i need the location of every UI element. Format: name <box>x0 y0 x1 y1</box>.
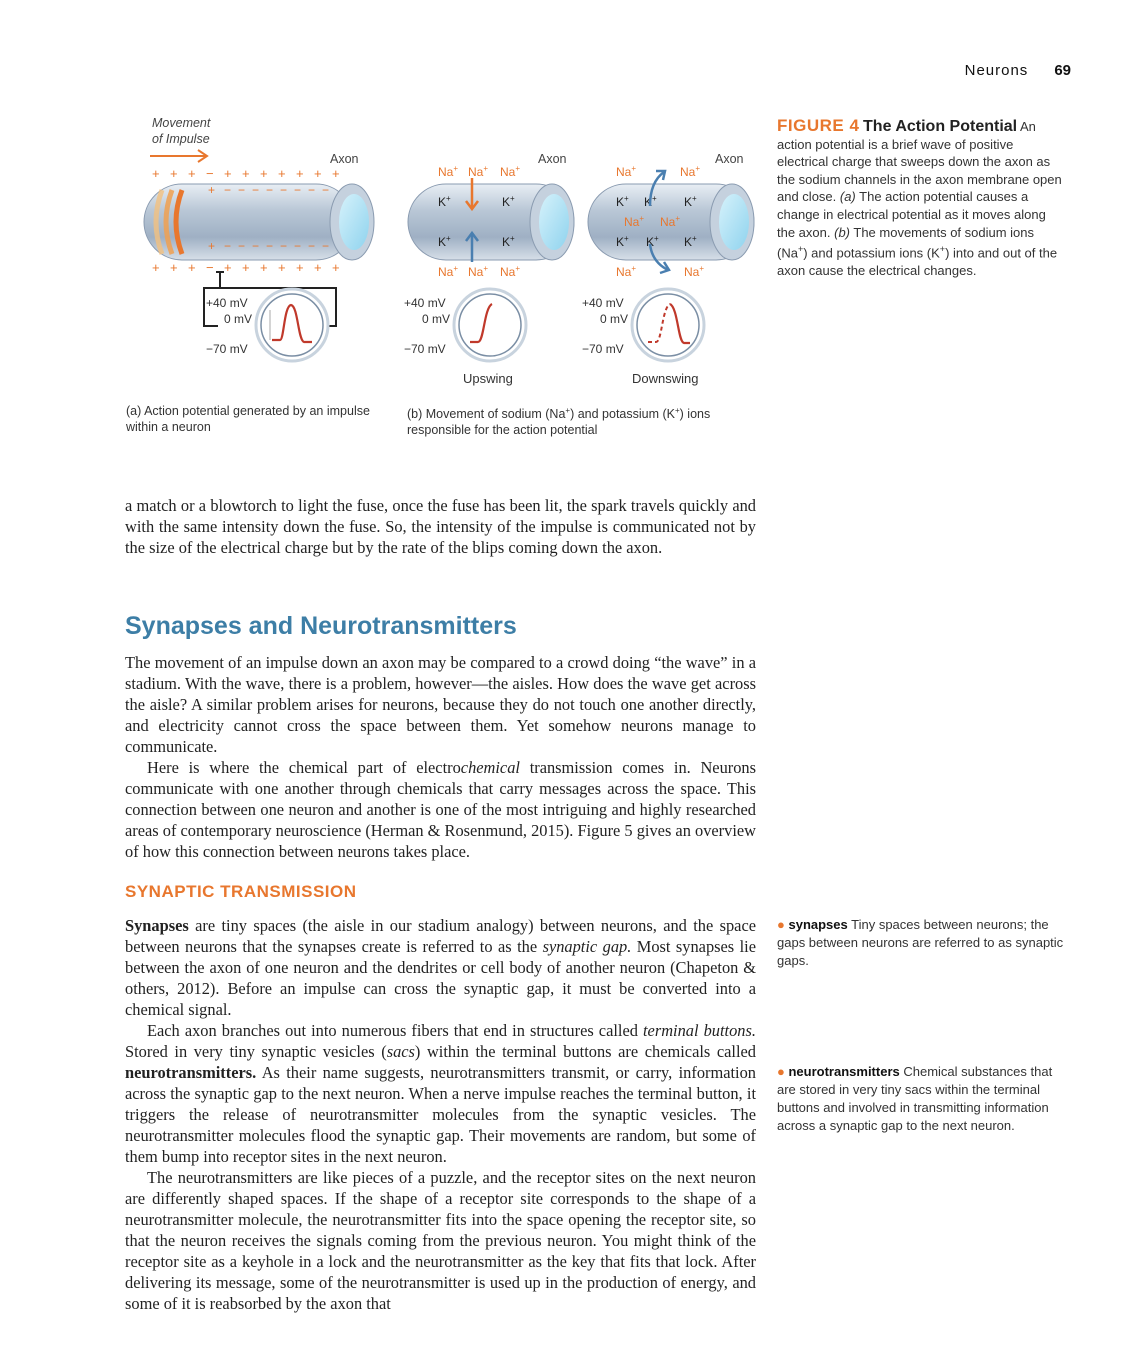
def-term: synapses <box>788 917 848 932</box>
minus-charge: − <box>294 239 302 253</box>
minus-charge: − <box>266 239 274 253</box>
subcaption-b-letter: (b) <box>407 407 423 422</box>
na-ion: Na+ <box>660 214 681 229</box>
plus-charge: + <box>224 166 232 181</box>
k-ion: K+ <box>502 234 515 249</box>
caption-text-4: ) and potassium ions (K <box>803 245 940 261</box>
caption-text-1: An action potential is a brief wave of positive electrical charge that sweeps down the axon as the sodium channels in the axon membrane open and close. <box>777 119 1062 205</box>
plus-charge: + <box>332 166 340 181</box>
caption-a-letter: (a) <box>839 189 856 205</box>
movement-arrow-icon <box>150 150 207 162</box>
plus-charge: + <box>208 239 216 253</box>
charges-inner-top <box>208 183 329 197</box>
minus-charge: − <box>238 183 246 197</box>
subcaption-a <box>126 403 376 435</box>
plus-row-top <box>152 166 340 181</box>
running-header <box>965 62 1071 79</box>
figure-caption <box>777 117 1067 280</box>
na-ions-top-b1 <box>438 164 520 179</box>
na-ion: Na+ <box>680 164 701 179</box>
panel-a-diagram <box>144 116 374 361</box>
paragraph-continuation <box>125 495 756 558</box>
paragraph-6: The neurotransmitters are like pieces of a puzzle, and the receptor sites on the next neuron are differently shaped spaces. If the shape of a receptor site corresponds to the shape of a neurotransmitter molecule, the neurotransmitter fits into the space opening the receptor site, so that the neuron receives the signals coming from the previous neuron. You might think of the receptor site as a keyhole in a lock and the neurotransmitter as the key that fits that lock. After delivering its message, some of the neurotransmitter is used up in the production of energy, and some of it is reabsorbed by the axon that <box>125 1168 756 1313</box>
plus-charge: + <box>260 260 268 275</box>
paragraph-2: The movement of an impulse down an axon may be compared to a crowd doing “the wave” in a stadium. With the wave, there is a problem, however—the aisles. How does the wave get across the aisle? A similar problem arises for neurons, because they do not touch one another directly, and electricity cannot cross the space between them. Yet somehow neurons manage to communicate. <box>125 653 756 756</box>
mv-minus70-b1: −70 mV <box>404 342 446 356</box>
na-ion: Na+ <box>684 264 705 279</box>
panel-b-downswing <box>582 152 754 386</box>
na-ion: Na+ <box>616 164 637 179</box>
na-ion: Na+ <box>624 214 645 229</box>
mv-minus70-b2: −70 mV <box>582 342 624 356</box>
na-ion: Na+ <box>616 264 637 279</box>
oscilloscope-a <box>256 289 328 361</box>
section-heading: Synapses and Neurotransmitters <box>125 612 517 640</box>
minus-charge: − <box>280 239 288 253</box>
plus-charge: + <box>208 183 216 197</box>
bullet-icon: ● <box>777 1064 785 1079</box>
minus-charge: − <box>252 183 260 197</box>
mv-plus40-b1: +40 mV <box>404 296 446 310</box>
caption-b-letter: (b) <box>834 224 850 240</box>
plus-charge: + <box>296 260 304 275</box>
k-ion: K+ <box>684 194 697 209</box>
na-ions-bottom-b1 <box>438 264 520 279</box>
caption-sup: + <box>939 244 946 255</box>
plus-charge: + <box>170 166 178 181</box>
definition-neurotransmitters <box>777 1063 1072 1135</box>
paragraph-4: Synapses are tiny spaces (the aisle in our stadium analogy) between neurons, and the space between neurons that the synapses create is referred to as the synaptic gap. Most synapses lie between the axon of one neuron and the dendrites or cell body of another neuron (Chapeton & others, 2012). Before an impulse can cross the synaptic gap, it must be converted into a chemical signal. <box>125 916 756 1019</box>
minus-charge: − <box>322 183 330 197</box>
plus-charge: + <box>296 166 304 181</box>
minus-charge: − <box>322 239 330 253</box>
plus-charge: + <box>170 260 178 275</box>
subcaption-b <box>407 403 737 438</box>
axon-tube-b1 <box>408 184 574 260</box>
section-body <box>125 652 756 862</box>
caption-text-5: ) into and out of the axon cause the electrical changes. <box>777 245 1058 279</box>
minus-charge: − <box>206 260 214 275</box>
plus-charge: + <box>278 166 286 181</box>
plus-charge: + <box>224 260 232 275</box>
mv-zero-b1: 0 mV <box>422 312 451 326</box>
subcaption-b-text-2: ) and potassium (K <box>570 407 675 422</box>
bullet-icon: ● <box>777 917 785 932</box>
na-ion: Na+ <box>500 164 521 179</box>
mv-minus70-a: −70 mV <box>206 342 248 356</box>
mv-plus40-a: +40 mV <box>206 296 248 310</box>
k-ion: K+ <box>438 234 451 249</box>
plus-charge: + <box>242 166 250 181</box>
plus-charge: + <box>278 260 286 275</box>
na-ion: Na+ <box>468 164 489 179</box>
minus-charge: − <box>252 239 260 253</box>
na-ion: Na+ <box>468 264 489 279</box>
downswing-label: Downswing <box>632 371 699 386</box>
definition-synapses <box>777 916 1072 970</box>
def-text: Chemical substances that are stored in very tiny sacs within the terminal buttons and involved in transmitting information across a synaptic gap to the next neuron. <box>777 1064 1053 1133</box>
header-section: Neurons <box>964 62 1029 79</box>
sup-plus: + <box>675 406 680 415</box>
sup-plus: + <box>565 406 571 415</box>
minus-charge: − <box>224 183 232 197</box>
k-ion: K+ <box>644 194 657 209</box>
k-ion: K+ <box>438 194 451 209</box>
charges-inner-bottom <box>208 239 329 253</box>
upswing-label: Upswing <box>463 371 513 386</box>
paragraph-5: Each axon branches out into numerous fibers that end in structures called terminal buttons. Stored in very tiny synaptic vesicles (sacs) within the terminal buttons are chemicals called neurotransmitters. As their name suggests, neurotransmitters transmit, or carry, information across the synaptic gap to the next neuron. When a nerve impulse reaches the terminal button, it triggers the release of neurotransmitter molecules from the synaptic vesicles. The neurotransmitter molecules flood the synaptic gap. Their movements are random, but some of them bump into receptor sites in the next neuron. <box>125 1021 756 1166</box>
minus-charge: − <box>238 239 246 253</box>
plus-charge: + <box>152 166 160 181</box>
minus-charge: − <box>294 183 302 197</box>
paragraph-1: a match or a blowtorch to light the fuse, once the fuse has been lit, the spark travels quickly and with the same intensity down the fuse. So, the intensity of the impulse is communicated not by the size of the electrical charge but by the rate of the blips coming down the axon. <box>125 496 756 557</box>
axon-label-a: Axon <box>330 152 359 166</box>
k-ion: K+ <box>684 234 697 249</box>
caption-text-2: The action potential causes a change in electrical potential as it moves along the axon. <box>777 189 1046 240</box>
def-term: neurotransmitters <box>788 1064 900 1079</box>
k-ion: K+ <box>502 194 515 209</box>
movement-label-2: of Impulse <box>152 132 210 146</box>
caption-sup: + <box>797 244 804 255</box>
plus-charge: + <box>188 260 196 275</box>
subcaption-b-text-3: ) ions responsible for the action potential <box>407 407 711 438</box>
plus-charge: + <box>152 260 160 275</box>
na-ion: Na+ <box>438 164 459 179</box>
minus-charge: − <box>266 183 274 197</box>
paragraph-3: Here is where the chemical part of electrochemical transmission comes in. Neurons communicate with one another through chemicals that carry messages across the space. This connection between one neuron and another is one of the most intriguing and highly researched areas of contemporary neuroscience (Herman & Rosenmund, 2015). Figure 5 gives an overview of how this connection between neurons takes place. <box>125 758 756 861</box>
minus-charge: − <box>308 239 316 253</box>
figure-number: FIGURE 4 <box>777 116 860 135</box>
page-number: 69 <box>1054 62 1071 79</box>
caption-text-3: The movements of sodium ions (Na <box>777 224 1035 261</box>
plus-charge: + <box>314 260 322 275</box>
plus-charge: + <box>242 260 250 275</box>
action-potential-figure <box>120 110 765 445</box>
mv-plus40-b2: +40 mV <box>582 296 624 310</box>
na-ion: Na+ <box>438 264 459 279</box>
minus-charge: − <box>206 166 214 181</box>
oscilloscope-b1 <box>454 289 526 361</box>
subcaption-a-text: Action potential generated by an impulse within a neuron <box>126 404 370 434</box>
plus-charge: + <box>314 166 322 181</box>
plus-charge: + <box>260 166 268 181</box>
minus-charge: − <box>308 183 316 197</box>
axon-label-b1: Axon <box>538 152 567 166</box>
figure-title: The Action Potential <box>863 118 1018 135</box>
k-ion: K+ <box>616 234 629 249</box>
k-ion: K+ <box>616 194 629 209</box>
plus-row-bottom <box>152 260 340 275</box>
plus-charge: + <box>332 260 340 275</box>
panel-b-upswing <box>404 152 574 386</box>
subheading: SYNAPTIC TRANSMISSION <box>125 882 357 901</box>
mv-zero-a: 0 mV <box>224 312 253 326</box>
subcaption-b-text-1: Movement of sodium (Na <box>425 407 566 422</box>
subsection-body <box>125 915 756 1314</box>
k-ion: K+ <box>646 234 659 249</box>
subcaption-a-letter: (a) <box>126 404 142 418</box>
oscilloscope-b2 <box>632 289 704 361</box>
axon-label-b2: Axon <box>715 152 744 166</box>
na-ion: Na+ <box>500 264 521 279</box>
def-text: Tiny spaces between neurons; the gaps between neurons are referred to as synaptic gaps. <box>777 917 1064 968</box>
minus-charge: − <box>280 183 288 197</box>
movement-label-1: Movement <box>152 116 211 130</box>
plus-charge: + <box>188 166 196 181</box>
mv-zero-b2: 0 mV <box>600 312 629 326</box>
minus-charge: − <box>224 239 232 253</box>
